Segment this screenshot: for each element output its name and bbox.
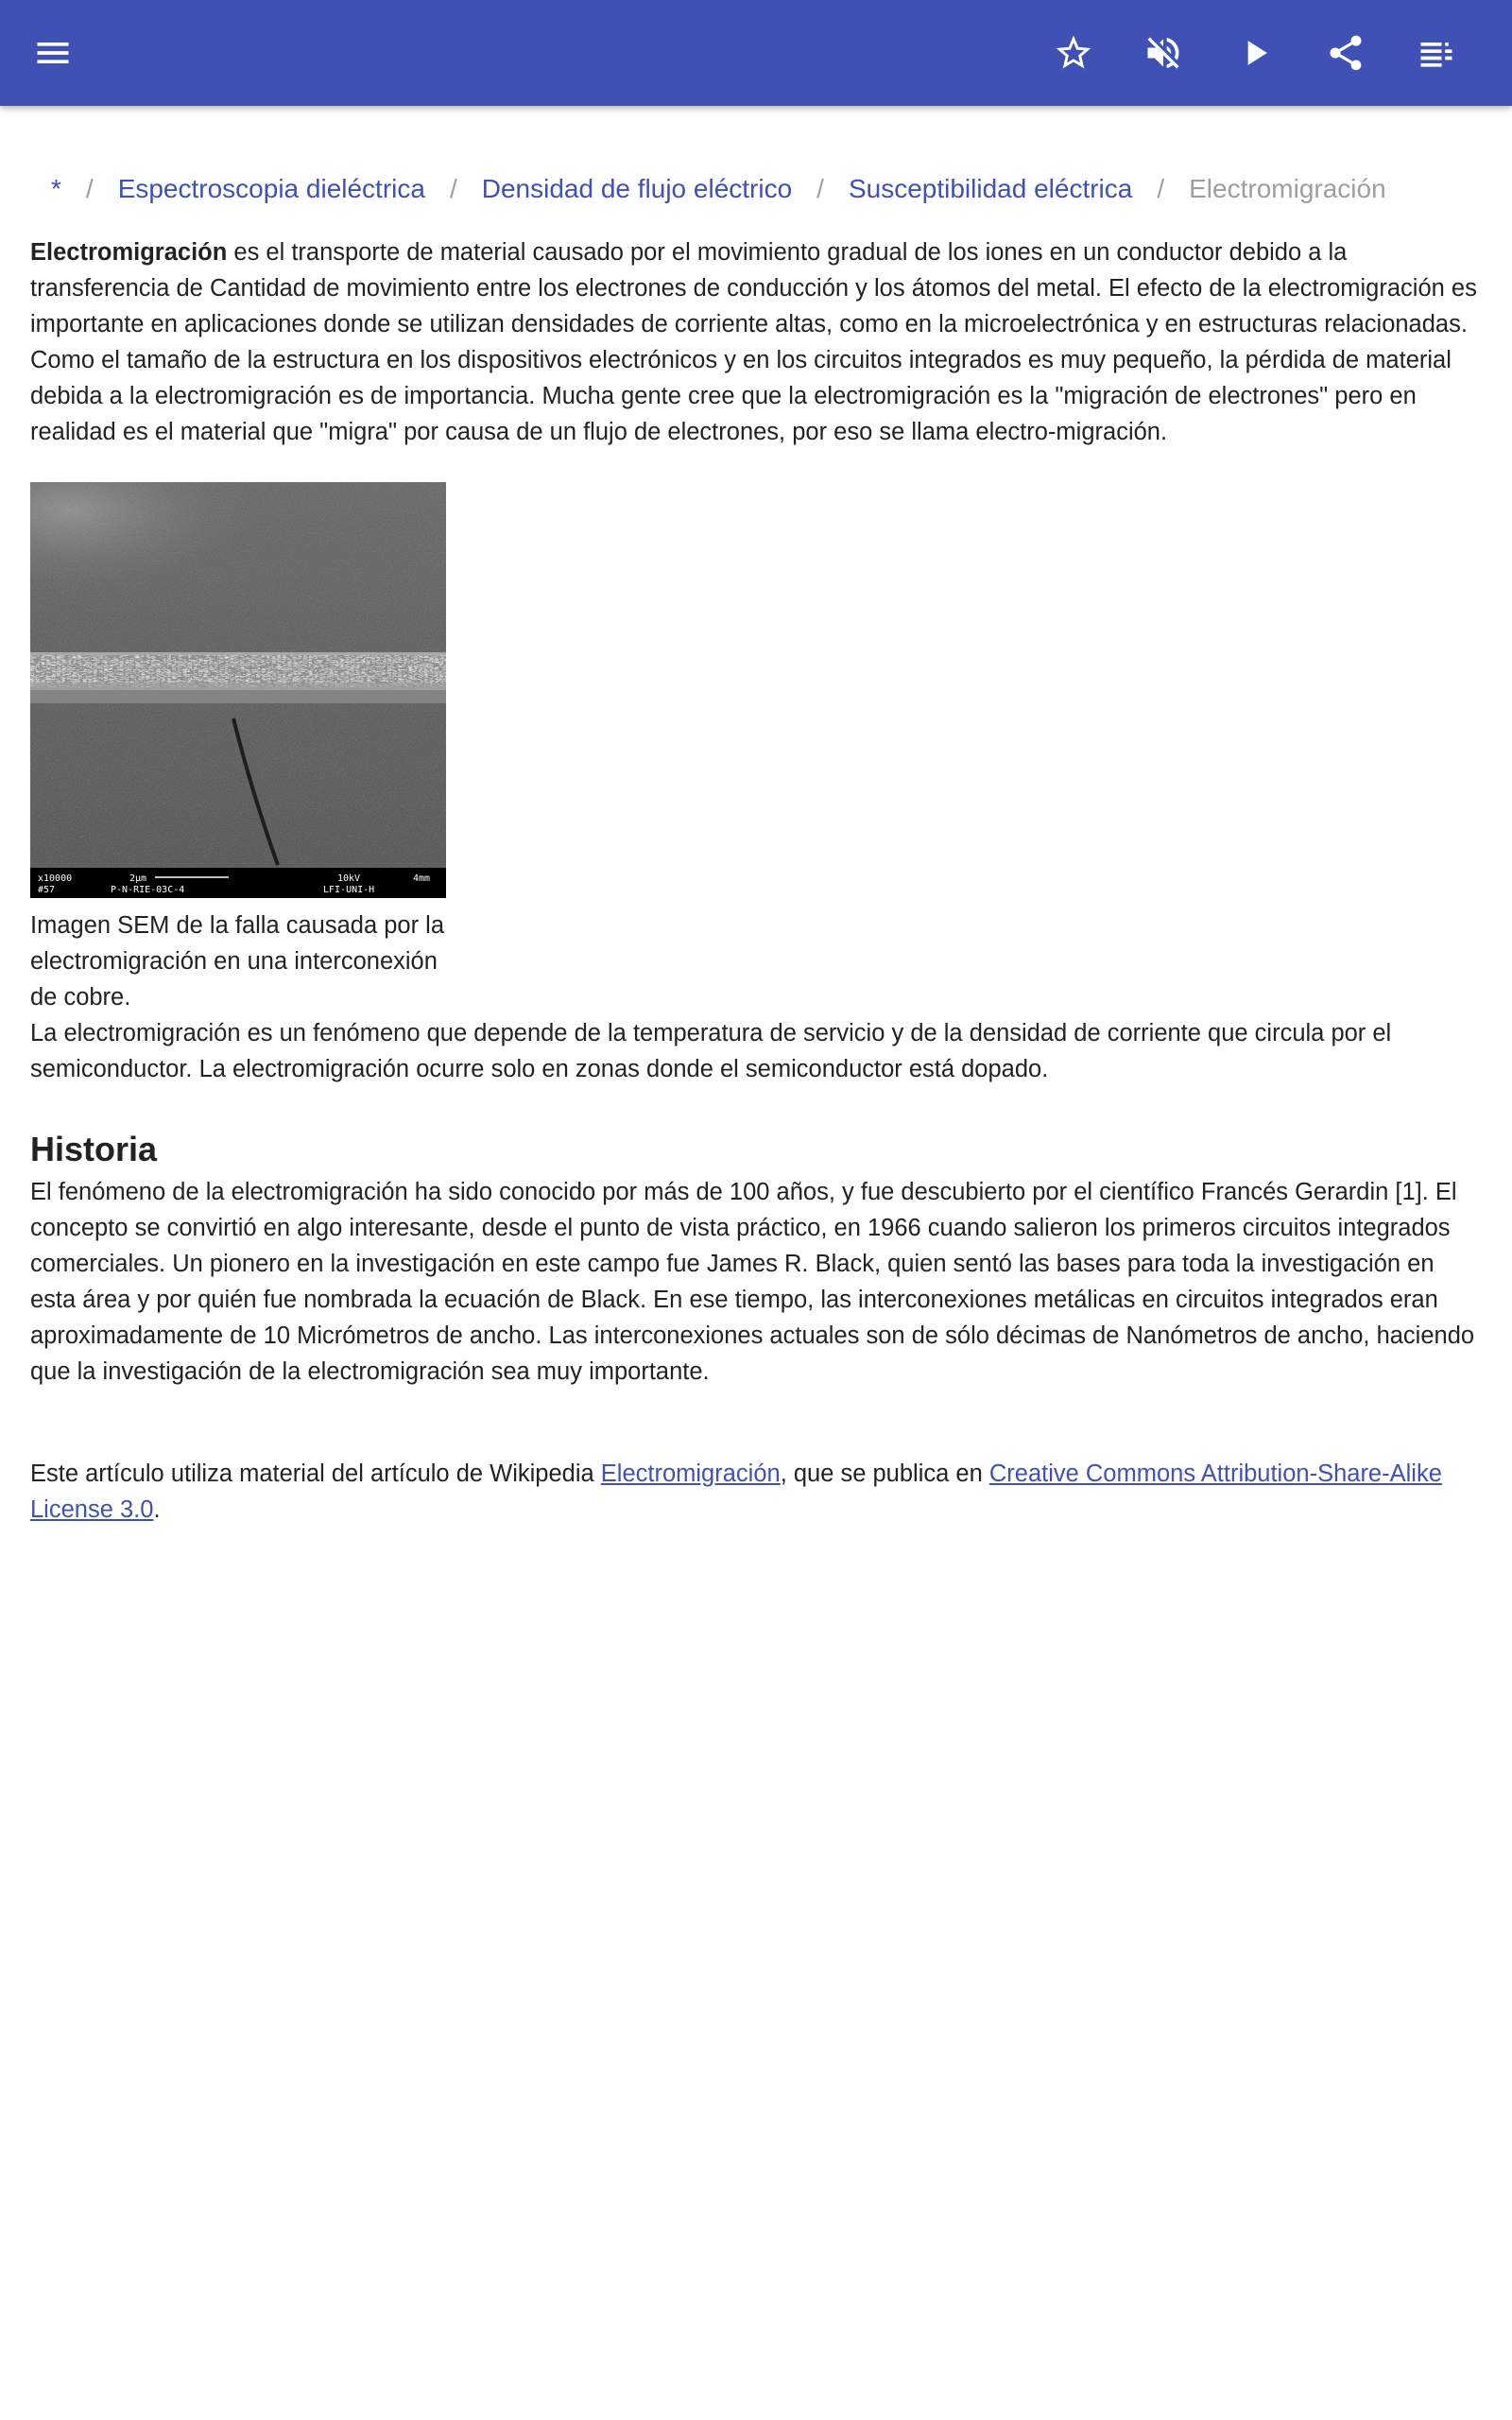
breadcrumb-separator: / xyxy=(1157,174,1165,203)
sem-id-label: #57 xyxy=(38,885,56,895)
breadcrumb-separator: / xyxy=(85,174,94,203)
breadcrumb xyxy=(30,168,1482,210)
intro-term: Electromigración xyxy=(30,239,228,266)
breadcrumb-item-espectroscopia[interactable]: Espectroscopia dieléctrica xyxy=(117,174,425,203)
breadcrumb-item-susceptibilidad[interactable]: Susceptibilidad eléctrica xyxy=(848,174,1133,203)
paragraph-temperature: La electromigración es un fenómeno que depende de la temperatura de servicio y de la densidad de corriente que circula por el semiconductor. La electromigración ocurre solo en zonas donde el semiconductor está dopado. xyxy=(30,1020,1392,1082)
breadcrumb-separator: / xyxy=(816,174,824,203)
license-link[interactable]: Creative Commons Attribution-Share-Alike License 3.0 xyxy=(30,1461,1442,1523)
attribution-prefix: Este artículo utiliza material del artículo de Wikipedia xyxy=(30,1461,601,1487)
attribution-suffix: . xyxy=(153,1496,161,1523)
sem-wd-label: 4mm xyxy=(413,873,431,884)
volume-off-icon[interactable] xyxy=(1131,21,1195,85)
sem-kv-label: 10kV xyxy=(337,873,361,884)
menu-icon[interactable] xyxy=(21,21,85,85)
intro-text: es el transporte de material causado por el movimiento gradual de los iones en un conductor debido a la transferencia de Cantidad de movimiento entre los electrones de conducción y los átomos del metal. El efecto de la electromigración es importante en aplicaciones donde se utilizan densidades de corriente altas, como en la microelectrónica y en estructuras relacionadas. Como el tamaño de la estructura en los dispositivos electrónicos y en los circuitos integrados es muy pequeño, la pérdida de material debida a la electromigración es de importancia. Mucha gente cree que la electromigración es la "migración de electrones" pero en realidad es el material que "migra" por causa de un flujo de electrones, por eso se llama electro-migración. xyxy=(30,239,1477,445)
playlist-icon[interactable] xyxy=(1404,21,1469,85)
share-icon[interactable] xyxy=(1314,21,1378,85)
article-content xyxy=(30,106,1482,1528)
app-bar xyxy=(0,0,1512,106)
sem-figure xyxy=(30,482,446,1015)
paragraph-historia: El fenómeno de la electromigración ha sido conocido por más de 100 años, y fue descubierto por el científico Francés Gerardin [1]. El concepto se convirtió en algo interesante, desde el punto de vista práctico, en 1966 cuando salieron los primeros circuitos integrados comerciales. Un pionero en la investigación en este campo fue James R. Black, quien sentó las bases para toda la investigación en esta área y por quién fue nombrada la ecuación de Black. En ese tiempo, las interconexiones metálicas en circuitos integrados eran aproximadamente de 10 Micrómetros de ancho. Las interconexiones actuales son de sólo décimas de Nanómetros de ancho, haciendo que la investigación de la electromigración sea muy importante. xyxy=(30,1179,1475,1385)
star-outline-icon[interactable] xyxy=(1041,21,1106,85)
section-heading-historia: Historia xyxy=(30,1130,158,1168)
sem-lab-label: LFI-UNI-H xyxy=(323,885,375,895)
sem-mag-label: x10000 xyxy=(38,873,73,884)
sem-image[interactable] xyxy=(30,482,446,898)
breadcrumb-separator: / xyxy=(449,174,457,203)
figure-caption: Imagen SEM de la falla causada por la electromigración en una interconexión de cobre. xyxy=(30,912,445,1011)
wikipedia-article-link[interactable]: Electromigración xyxy=(600,1461,781,1487)
breadcrumb-item-densidad[interactable]: Densidad de flujo eléctrico xyxy=(481,174,793,203)
breadcrumb-root[interactable]: * xyxy=(51,174,61,203)
attribution-middle: , que se publica en xyxy=(780,1461,989,1487)
sem-scale-label: 2μm xyxy=(129,873,147,884)
breadcrumb-current: Electromigración xyxy=(1189,174,1386,203)
intro-paragraph xyxy=(30,234,1482,450)
sem-sample-label: P-N-RIE-03C-4 xyxy=(111,885,185,895)
attribution-note xyxy=(30,1456,1482,1528)
play-icon[interactable] xyxy=(1223,21,1287,85)
